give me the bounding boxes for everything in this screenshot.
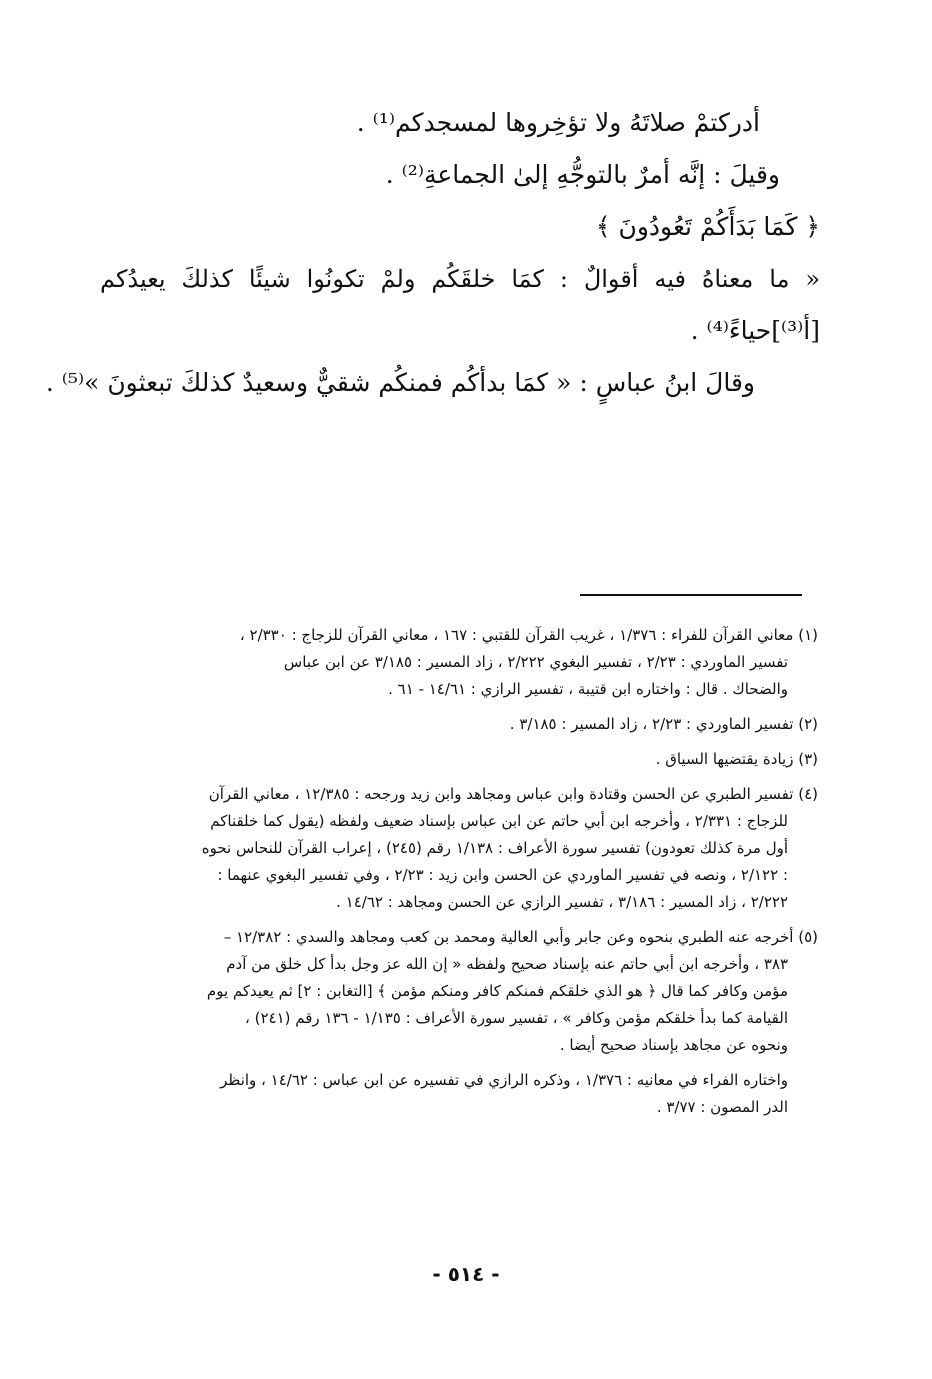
text-line: « ما معناهُ فيه أقوالٌ : كمَا خلقَكُم ولمْ تكونُوا شيئًا كذلكَ يعيدُكم: [100, 265, 820, 293]
footnote-2: [100, 711, 818, 738]
footnote-line: للزجاج : ٢/٣٣١ ، وأخرجه ابن أبي حاتم عن ابن عباس بإسناد ضعيف ولفظه (يقول كما خلقناكم: [210, 812, 788, 830]
quran-verse: ﴿ كَمَا بَدَأَكُمْ تَعُودُونَ ﴾: [595, 212, 820, 241]
footnote-line: تفسير الماوردي : ٢/٢٣ ، تفسير البغوي ٢/٢٢٢ ، زاد المسير : ٣/١٨٥ عن ابن عباس: [283, 653, 788, 671]
footnote-continuation: [100, 1067, 818, 1121]
footnote-line: واختاره الفراء في معانيه : ١/٣٧٦ ، وذكره الرازي في تفسيره عن ابن عباس : ١٤/٦٢ ، وانظر: [220, 1071, 788, 1089]
footnote-1: [100, 622, 818, 703]
footnote-line: الدر المصون : ٣/٧٧ .: [656, 1098, 788, 1116]
footnote-3: [100, 746, 818, 773]
text-line: وقيلَ : إنَّه أمرٌ بالتوجُّهِ إلىٰ الجماعةِ⁽²⁾ .: [385, 160, 780, 189]
footnote-line: ونحوه عن مجاهد بإسناد صحيح أيضا .: [559, 1036, 788, 1054]
text-line: أدركتمْ صلاتَهُ ولا تؤخِروها لمسجدكم⁽¹⁾ .: [356, 108, 760, 137]
footnote-line: : ٢/١٢٢ ، ونصه في تفسير الماوردي عن الحسن وابن زيد : ٢/٢٣ ، وفي تفسير البغوي عنهما :: [217, 866, 788, 884]
footnote-4: [100, 781, 818, 916]
footnote-line: ٣٨٣ ، وأخرجه ابن أبي حاتم عنه بإسناد صحيح ولفظه « إن الله عز وجل بدأ كل خلق من آدم: [226, 955, 788, 973]
footnote-line: (٥) أخرجه عنه الطبري بنحوه وعن جابر وأبي العالية ومحمد بن كعب ومجاهد والسدي : ١٢/٣٨٢ –: [223, 928, 818, 946]
footnote-line: (١) معاني القرآن للفراء : ١/٣٧٦ ، غريب القرآن للقتبي : ١٦٧ ، معاني القرآن للزجاج : ٢/٣٣٠ ،: [239, 626, 818, 644]
text-line: وقالَ ابنُ عباسٍ : « كمَا بدأكُم فمنكُم شقيٌّ وسعيدٌ كذلكَ تبعثونَ »⁽⁵⁾ .: [45, 368, 755, 397]
footnote-line: (٤) تفسير الطبري عن الحسن وقتادة وابن عباس ومجاهد وابن زيد ورجحه : ١٢/٣٨٥ ، معاني القرآن: [208, 785, 818, 803]
footnote-line: ٢/٢٢٢ ، زاد المسير : ٣/١٨٦ ، تفسير الرازي عن الحسن ومجاهد : ١٤/٦٢ .: [336, 893, 788, 911]
footnote-line: (٣) زيادة يقتضيها السياق .: [655, 750, 818, 768]
footnote-line: (٢) تفسير الماوردي : ٢/٢٣ ، زاد المسير : ٣/١٨٥ .: [509, 715, 818, 733]
footnote-line: مؤمن وكافر كما قال ﴿ هو الذي خلقكم فمنكم كافر ومنكم مؤمن ﴾ [التغابن : ٢] ثم يعيدكم يوم: [206, 982, 788, 1000]
footnote-line: القيامة كما بدأ خلقكم مؤمن وكافر » ، تفسير سورة الأعراف : ١/١٣٥ - ١٣٦ رقم (٢٤١) ،: [245, 1009, 788, 1027]
footnote-5: [100, 924, 818, 1059]
footnotes: [100, 622, 818, 1129]
footnote-line: والضحاك . قال : واختاره ابن قتيبة ، تفسير الرازي : ١٤/٦١ - ٦١ .: [388, 680, 788, 698]
footnote-separator: [580, 594, 802, 596]
page-number: - ٥١٤ -: [432, 1262, 500, 1286]
text-line: [أ⁽³⁾]حياءً⁽⁴⁾ .: [690, 316, 820, 345]
footnote-line: أول مرة كذلك تعودون) تفسير سورة الأعراف : ١/١٣٨ رقم (٢٤٥) ، إعراب القرآن للنحاس نحوه: [201, 839, 788, 857]
main-text: [45, 108, 820, 420]
